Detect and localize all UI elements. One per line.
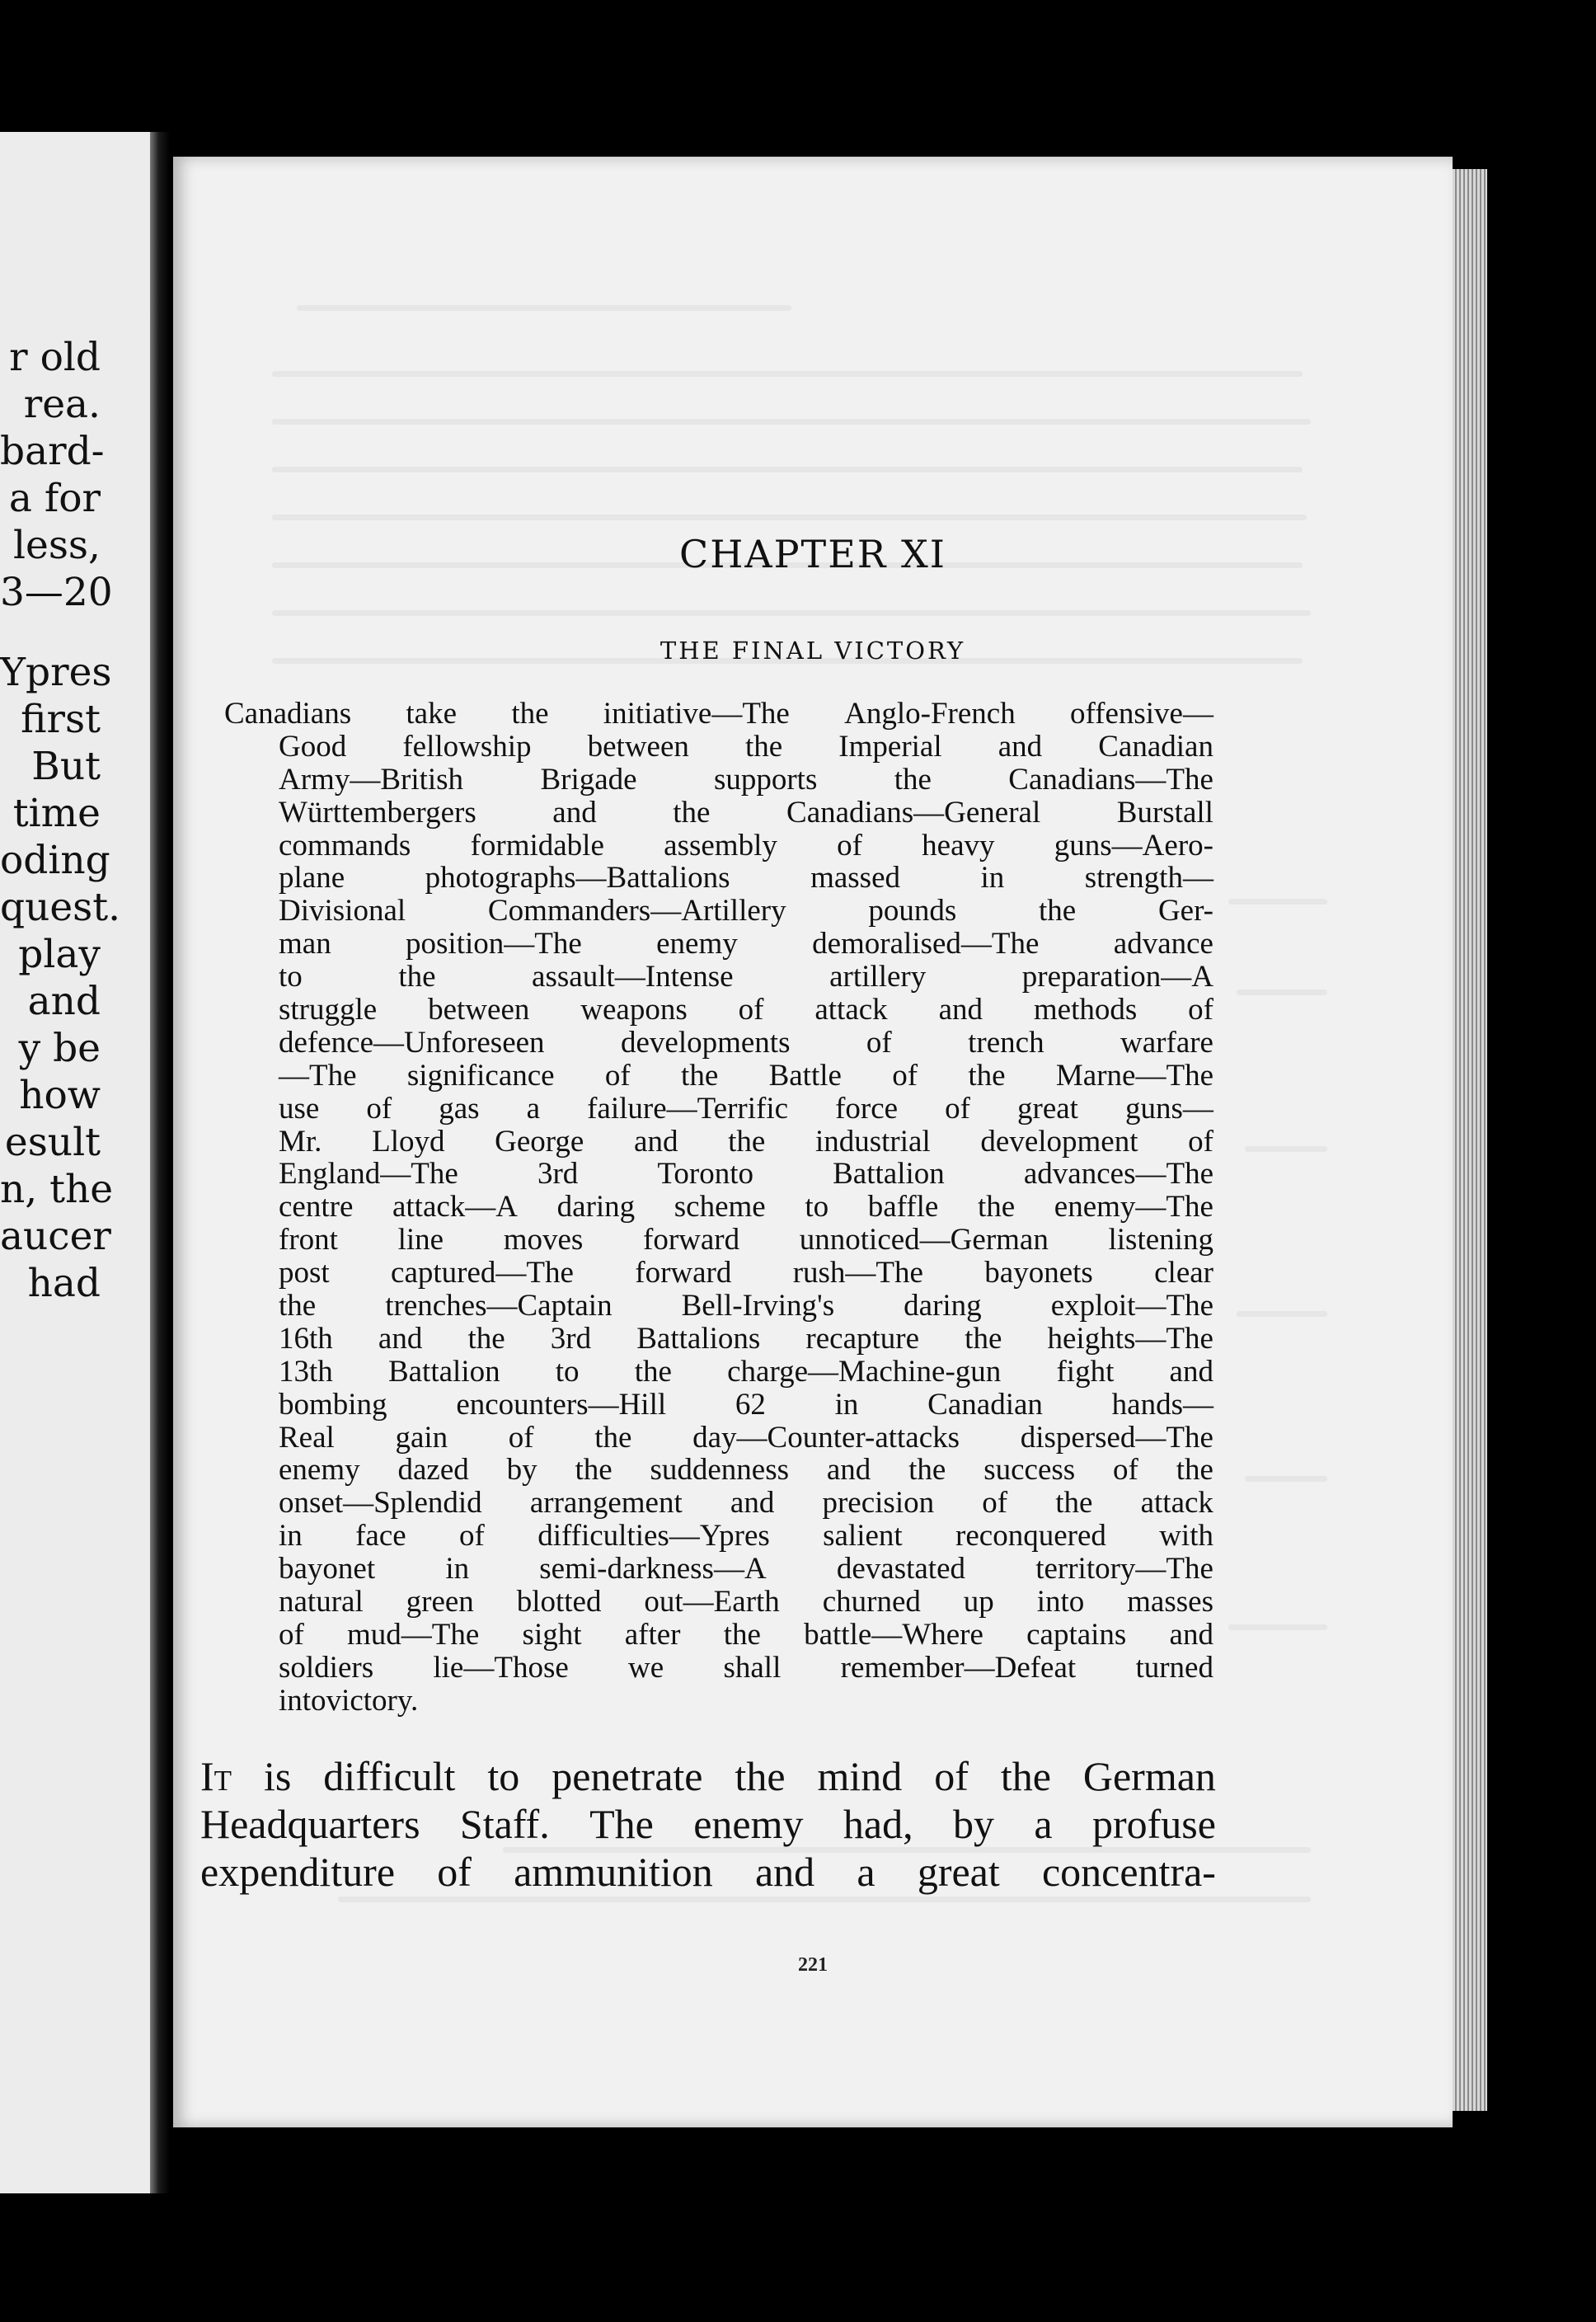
synopsis-line xyxy=(224,1454,1213,1487)
word: Real xyxy=(279,1420,335,1455)
word: Canadian xyxy=(927,1387,1043,1422)
word: of xyxy=(1113,1453,1138,1488)
word: of xyxy=(866,1025,892,1060)
word: we xyxy=(628,1650,664,1685)
word: by xyxy=(506,1453,537,1488)
word: of xyxy=(279,1617,304,1652)
word: the xyxy=(511,697,549,731)
facing-page-line: first xyxy=(21,697,101,742)
word: exploit—The xyxy=(1050,1289,1213,1323)
word: after xyxy=(624,1617,681,1652)
word: mind xyxy=(817,1753,903,1799)
word: soldiers xyxy=(279,1650,374,1685)
synopsis-line xyxy=(224,1060,1213,1093)
synopsis-line xyxy=(224,1257,1213,1290)
word: out—Earth xyxy=(644,1585,780,1619)
word: to xyxy=(487,1753,520,1799)
word: centre xyxy=(279,1190,354,1224)
word: Anglo-French xyxy=(844,697,1016,731)
facing-page-line: n, the xyxy=(0,1167,114,1212)
word: and xyxy=(552,795,597,830)
word: trenches—Captain xyxy=(385,1289,613,1323)
word: suddenness xyxy=(650,1453,790,1488)
word: gain xyxy=(395,1420,448,1455)
word: Staff. xyxy=(459,1801,550,1847)
word: It xyxy=(200,1753,232,1799)
word: Divisional xyxy=(279,894,406,928)
facing-page-line: and xyxy=(27,979,101,1024)
word: the xyxy=(681,1058,719,1093)
page-edges xyxy=(1453,169,1487,2111)
synopsis-line xyxy=(224,1356,1213,1389)
word: the xyxy=(575,1453,613,1488)
word: day—Counter-attacks xyxy=(692,1420,960,1455)
word: and xyxy=(1169,1354,1213,1389)
synopsis-line xyxy=(224,1093,1213,1126)
word: up xyxy=(963,1585,994,1619)
synopsis-line xyxy=(224,895,1213,928)
word: 13th xyxy=(279,1354,333,1389)
page-number: 221 xyxy=(798,1954,828,1976)
word: lie—Those xyxy=(433,1650,569,1685)
word: strength— xyxy=(1084,861,1213,895)
facing-page xyxy=(0,132,150,2193)
word: assembly xyxy=(664,828,777,863)
word: the xyxy=(1176,1453,1213,1488)
word: daring xyxy=(556,1190,636,1224)
body-line xyxy=(200,1752,1216,1800)
word: force xyxy=(835,1091,899,1126)
word: listening xyxy=(1108,1223,1213,1257)
word: development xyxy=(980,1124,1138,1159)
paragraph-gap xyxy=(0,616,101,649)
word: dazed xyxy=(397,1453,469,1488)
word: Ger- xyxy=(1157,894,1213,928)
word: victory. xyxy=(326,1683,419,1718)
word: arrangement xyxy=(529,1486,683,1521)
word: difficulties—Ypres xyxy=(537,1519,770,1553)
word: Canadian xyxy=(1098,729,1213,764)
word: daring xyxy=(904,1289,982,1323)
synopsis-line xyxy=(224,797,1213,830)
word: baffle xyxy=(867,1190,939,1224)
word: enemy—The xyxy=(1054,1190,1213,1224)
synopsis-line xyxy=(224,1422,1213,1455)
word: Canadians—General xyxy=(786,795,1041,830)
word: of xyxy=(892,1058,918,1093)
word: had, xyxy=(843,1801,913,1847)
word: demoralised—The xyxy=(812,927,1040,961)
synopsis-line xyxy=(224,961,1213,994)
word: into xyxy=(279,1683,326,1718)
word: between xyxy=(587,729,689,764)
word: supports xyxy=(713,762,818,797)
word: photographs—Battalions xyxy=(425,861,730,895)
word: dispersed—The xyxy=(1020,1420,1213,1455)
word: difficult xyxy=(323,1753,456,1799)
word: recapture xyxy=(805,1321,920,1356)
synopsis-line xyxy=(224,731,1213,764)
word: the xyxy=(398,960,436,994)
word: of xyxy=(437,1849,472,1895)
word: is xyxy=(263,1753,292,1799)
word: in xyxy=(834,1387,859,1422)
synopsis-line xyxy=(224,1685,1213,1718)
word: bayonet xyxy=(279,1552,376,1586)
facing-page-line: But xyxy=(31,744,101,789)
synopsis-line xyxy=(224,928,1213,961)
word: man xyxy=(279,927,331,961)
word: a xyxy=(1034,1801,1053,1847)
synopsis-line xyxy=(224,1027,1213,1060)
book-gutter xyxy=(150,132,170,2193)
word: the xyxy=(723,1617,761,1652)
word: weapons xyxy=(580,993,688,1027)
word: use xyxy=(279,1091,320,1126)
word: to xyxy=(555,1354,580,1389)
facing-page-line: Ypres xyxy=(0,650,112,695)
word: developments xyxy=(620,1025,791,1060)
word: Battalion xyxy=(387,1354,500,1389)
word: Battle xyxy=(768,1058,842,1093)
word: clear xyxy=(1154,1256,1213,1290)
word: Canadians—The xyxy=(1008,762,1213,797)
word: a xyxy=(526,1091,541,1126)
word: the xyxy=(279,1289,317,1323)
word: turned xyxy=(1135,1650,1213,1685)
word: territory—The xyxy=(1035,1552,1213,1586)
chapter-subtitle: THE FINAL VICTORY xyxy=(660,637,966,665)
word: green xyxy=(406,1585,474,1619)
word: scheme xyxy=(674,1190,766,1224)
word: penetrate xyxy=(552,1753,703,1799)
word: fight xyxy=(1056,1354,1115,1389)
word: 3rd xyxy=(550,1321,592,1356)
word: in xyxy=(445,1552,470,1586)
synopsis-line xyxy=(224,1487,1213,1520)
word: precision xyxy=(822,1486,935,1521)
word: hands— xyxy=(1111,1387,1213,1422)
word: ammunition xyxy=(514,1849,713,1895)
word: and xyxy=(754,1849,815,1895)
word: England—The xyxy=(279,1157,458,1192)
word: rush—The xyxy=(792,1256,923,1290)
word: initiative—The xyxy=(603,697,790,731)
word: mud—The xyxy=(347,1617,480,1652)
word: great xyxy=(917,1849,1000,1895)
word: expenditure xyxy=(200,1849,396,1895)
word: the xyxy=(977,1190,1016,1224)
word: the xyxy=(1055,1486,1093,1521)
word: of xyxy=(459,1519,485,1553)
word: enemy xyxy=(656,927,738,961)
synopsis-line xyxy=(224,994,1213,1027)
word: —The xyxy=(279,1058,357,1093)
word: profuse xyxy=(1091,1801,1216,1847)
word: front xyxy=(279,1223,338,1257)
word: artillery xyxy=(829,960,927,994)
word: gas xyxy=(439,1091,480,1126)
facing-page-line: play xyxy=(18,932,101,977)
synopsis-line xyxy=(224,830,1213,863)
word: to xyxy=(279,960,303,994)
word: blotted xyxy=(516,1585,602,1619)
word: devastated xyxy=(836,1552,966,1586)
word: Imperial xyxy=(838,729,942,764)
facing-page-line: y be xyxy=(18,1026,101,1071)
word: reconquered xyxy=(955,1519,1106,1553)
word: enemy xyxy=(279,1453,360,1488)
word: Marne—The xyxy=(1055,1058,1213,1093)
word: of xyxy=(982,1486,1008,1521)
word: captains xyxy=(1026,1617,1127,1652)
word: fellowship xyxy=(402,729,532,764)
word: of xyxy=(366,1091,392,1126)
facing-page-line: quest. xyxy=(0,885,121,930)
word: Canadians xyxy=(224,697,352,731)
word: 16th xyxy=(279,1321,333,1356)
word: moves xyxy=(503,1223,584,1257)
word: warfare xyxy=(1120,1025,1213,1060)
word: of xyxy=(1188,1124,1213,1159)
body-line xyxy=(200,1800,1216,1848)
book-page xyxy=(173,157,1453,2127)
word: the xyxy=(634,1354,672,1389)
synopsis-line xyxy=(224,1290,1213,1323)
word: assault—Intense xyxy=(532,960,734,994)
word: the xyxy=(968,1058,1006,1093)
word: The xyxy=(589,1801,654,1847)
word: the xyxy=(908,1453,946,1488)
synopsis-line xyxy=(224,1586,1213,1619)
word: Mr. xyxy=(279,1124,322,1159)
word: between xyxy=(428,993,530,1027)
word: industrial xyxy=(814,1124,931,1159)
word: advances—The xyxy=(1023,1157,1213,1192)
facing-page-line: bard- xyxy=(0,429,105,474)
word: of xyxy=(508,1420,534,1455)
word: encounters—Hill xyxy=(456,1387,667,1422)
synopsis-line xyxy=(224,1126,1213,1159)
word: heavy xyxy=(922,828,995,863)
word: remember—Defeat xyxy=(840,1650,1077,1685)
word: commands xyxy=(279,828,411,863)
word: and xyxy=(826,1453,871,1488)
word: Brigade xyxy=(540,762,637,797)
word: plane xyxy=(279,861,345,895)
word: methods xyxy=(1033,993,1138,1027)
word: Commanders—Artillery xyxy=(487,894,786,928)
synopsis-line xyxy=(224,1191,1213,1224)
word: concentra- xyxy=(1041,1849,1216,1895)
synopsis-line xyxy=(224,1323,1213,1356)
word: Toronto xyxy=(657,1157,753,1192)
synopsis-line xyxy=(224,1389,1213,1422)
word: forward xyxy=(635,1256,732,1290)
synopsis-line xyxy=(224,862,1213,895)
word: in xyxy=(980,861,1005,895)
word: the xyxy=(594,1420,632,1455)
word: unnoticed—German xyxy=(799,1223,1049,1257)
word: natural xyxy=(279,1585,364,1619)
word: Württembergers xyxy=(279,795,476,830)
word: bayonets xyxy=(984,1256,1093,1290)
word: advance xyxy=(1113,927,1213,961)
word: in xyxy=(279,1519,303,1553)
word: enemy xyxy=(693,1801,804,1847)
word: of xyxy=(1188,993,1213,1027)
synopsis-line xyxy=(224,1553,1213,1586)
facing-page-line: oding xyxy=(0,838,110,883)
word: of xyxy=(945,1091,970,1126)
word: post xyxy=(279,1256,330,1290)
word: Lloyd xyxy=(372,1124,445,1159)
word: formidable xyxy=(470,828,604,863)
word: the xyxy=(673,795,711,830)
word: onset—Splendid xyxy=(279,1486,482,1521)
word: pounds xyxy=(868,894,957,928)
word: Bell-Irving's xyxy=(681,1289,835,1323)
word: position—The xyxy=(406,927,582,961)
word: significance xyxy=(406,1058,555,1093)
facing-page-line: rea. xyxy=(23,382,101,427)
body-text xyxy=(200,1752,1216,1896)
word: the xyxy=(965,1321,1002,1356)
word: line xyxy=(397,1223,444,1257)
word: defence—Unforeseen xyxy=(279,1025,545,1060)
word: sight xyxy=(522,1617,582,1652)
word: Battalion xyxy=(833,1157,945,1192)
word: take xyxy=(406,697,458,731)
word: attack xyxy=(1140,1486,1213,1521)
word: the xyxy=(894,762,932,797)
facing-page-line: 3—20 xyxy=(0,570,113,615)
word: and xyxy=(378,1321,423,1356)
word: of xyxy=(738,993,764,1027)
word: face xyxy=(355,1519,406,1553)
synopsis-line xyxy=(224,698,1213,731)
facing-page-line: time xyxy=(12,791,101,836)
word: Headquarters xyxy=(200,1801,420,1847)
word: massed xyxy=(810,861,900,895)
word: by xyxy=(953,1801,994,1847)
word: of xyxy=(837,828,862,863)
synopsis-line xyxy=(224,1619,1213,1652)
synopsis-line xyxy=(224,1520,1213,1553)
word: 3rd xyxy=(537,1157,579,1192)
word: into xyxy=(1036,1585,1085,1619)
word: bombing xyxy=(279,1387,387,1422)
word: of xyxy=(604,1058,631,1093)
word: the xyxy=(1039,894,1077,928)
word: masses xyxy=(1127,1585,1213,1619)
word: and xyxy=(1169,1617,1213,1652)
word: preparation—A xyxy=(1021,960,1213,994)
word: churned xyxy=(822,1585,921,1619)
word: the xyxy=(735,1753,786,1799)
facing-page-line: r old xyxy=(9,335,101,380)
word: the xyxy=(728,1124,766,1159)
word: German xyxy=(1082,1753,1216,1799)
chapter-synopsis xyxy=(224,698,1213,1718)
body-line xyxy=(200,1848,1216,1896)
word: Battalions xyxy=(636,1321,761,1356)
facing-page-line: less, xyxy=(12,523,101,568)
word: 62 xyxy=(735,1387,766,1422)
word: captured—The xyxy=(391,1256,574,1290)
word: battle—Where xyxy=(804,1617,983,1652)
facing-page-line: esult xyxy=(4,1120,101,1165)
chapter-title: CHAPTER XI xyxy=(679,532,946,576)
word: with xyxy=(1159,1519,1213,1553)
word: and xyxy=(730,1486,775,1521)
word: charge—Machine-gun xyxy=(727,1354,1002,1389)
word: and xyxy=(634,1124,678,1159)
word: guns— xyxy=(1125,1091,1213,1126)
word: semi-darkness—A xyxy=(539,1552,767,1586)
facing-page-line: a for xyxy=(8,476,101,521)
word: and xyxy=(938,993,983,1027)
word: trench xyxy=(968,1025,1044,1060)
word: offensive— xyxy=(1069,697,1213,731)
word: George xyxy=(495,1124,584,1159)
word: of xyxy=(934,1753,969,1799)
word: Burstall xyxy=(1116,795,1213,830)
word: failure—Terrific xyxy=(587,1091,789,1126)
facing-page-line: how xyxy=(19,1073,101,1118)
facing-page-text xyxy=(0,334,121,1307)
word: the xyxy=(467,1321,505,1356)
synopsis-line xyxy=(224,1224,1213,1257)
synopsis-line xyxy=(224,1158,1213,1191)
word: struggle xyxy=(279,993,378,1027)
synopsis-line xyxy=(224,1652,1213,1685)
word: shall xyxy=(723,1650,782,1685)
word: and xyxy=(998,729,1043,764)
word: the xyxy=(745,729,783,764)
word: salient xyxy=(823,1519,903,1553)
word: attack—A xyxy=(392,1190,519,1224)
word: heights—The xyxy=(1047,1321,1213,1356)
facing-page-line: aucer xyxy=(0,1214,111,1259)
word: guns—Aero- xyxy=(1054,828,1213,863)
word: Army—British xyxy=(279,762,464,797)
word: great xyxy=(1017,1091,1078,1126)
word: Good xyxy=(279,729,347,764)
word: to xyxy=(805,1190,829,1224)
facing-page-line: had xyxy=(27,1261,101,1306)
word: forward xyxy=(643,1223,740,1257)
synopsis-line xyxy=(224,764,1213,797)
word: a xyxy=(857,1849,875,1895)
word: attack xyxy=(814,993,888,1027)
word: the xyxy=(1000,1753,1051,1799)
word: success xyxy=(983,1453,1076,1488)
